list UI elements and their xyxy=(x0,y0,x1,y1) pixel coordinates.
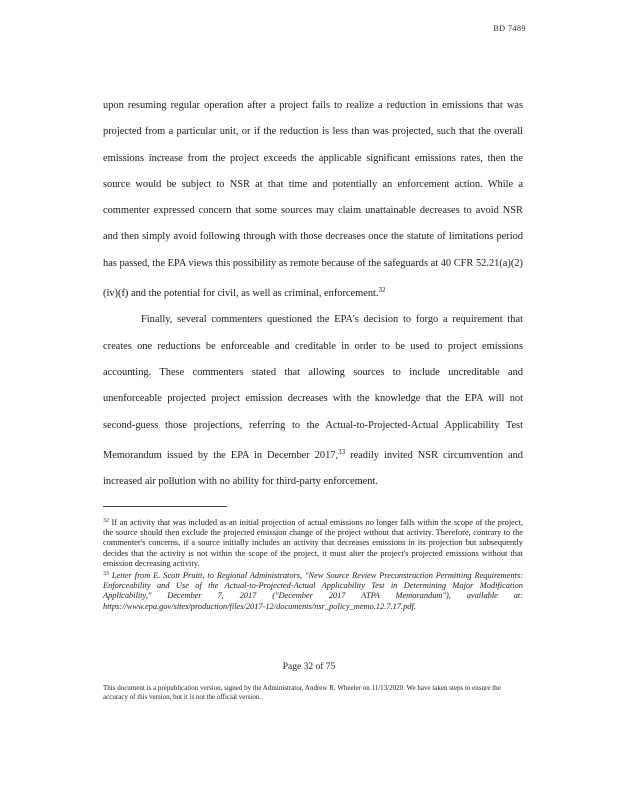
paragraph-2-text-a: Finally, several commenters questioned the EPA's decision to forgo a requirement that creates one reductions be enforceable and creditable in order to be used to project emissions accounting. These commenters stated that allowing sources to include uncreditable and unenforceable projected project emission decreases with the knowledge that the EPA will not second-guess those projections, referring to the Actual-to-Projected-Actual Applicability Test Memorandum issued by the EPA in December 2017, xyxy=(103,314,523,461)
paragraph-1-text: upon resuming regular operation after a project fails to realize a reduction in emissions that was projected from a particular unit, or if the reduction is less than was projected, such that the overall emissions increase from the project exceeds the applicable significant emissions rates, then the source would be subject to NSR at that time and potentially an enforcement action. While a commenter expressed concern that some sources may claim unattainable decreases to avoid NSR and then simply avoid following through with those decreases once the statute of limitations period has passed, the EPA views this possibility as remote because of the safeguards at 40 CFR 52.21(a)(2)(iv)(f) and the potential for civil, as well as criminal, enforcement. xyxy=(103,100,523,300)
footnote-33-text: Letter from E. Scott Pruitt, to Regional Administrators, "New Source Review Preconstruction Permitting Requirements: Enforceability and Use of the Actual-to-Projected-Actual Applicability Test in Determining Major Modification Applicability," December 7, 2017 ("December 2017 ATPA Memorandum"), available at: https://www.epa.gov/sites/production/files/2017-12/documents/nsr_policy_memo.12.7.17.pdf. xyxy=(103,571,524,611)
footnote-ref-33: 33 xyxy=(338,447,346,456)
paragraph-2-text-b: readily invited NSR circumvention and increased air pollution with no ability for third-party enforcement. xyxy=(103,449,523,488)
page-number: Page 32 of 75 xyxy=(282,662,336,672)
prepublication-notice: This document is a prepublication version, signed by the Administrator, Andrew R. Wheeler on 11/13/2020. We have taken steps to ensure the accuracy of this version, but it is not the official version. xyxy=(103,684,501,701)
footnote-33-number: 33 xyxy=(103,571,109,578)
document-id: BD 7489 xyxy=(493,24,526,33)
footnote-33 xyxy=(103,569,523,612)
footnotes xyxy=(103,516,523,612)
paragraph-1 xyxy=(103,93,523,307)
paragraph-2 xyxy=(103,307,523,495)
footnote-32-number: 32 xyxy=(103,518,109,524)
footnote-ref-32: 32 xyxy=(378,286,386,295)
footnote-32 xyxy=(103,516,523,569)
footnote-32-text: If an activity that was included as an initial projection of actual emissions no longer falls within the scope of the project, the source should then exclude the projected emission change of the project without that activity. Therefore, contrary to the commenter's concerns, if a source initially includes an activity that decreases emissions in its projection but subsequently decides that the activity is not within the scope of the project, it must alter the project's projected emissions without that emission decreasing activity. xyxy=(103,518,523,568)
body-text xyxy=(103,93,523,495)
footnote-divider xyxy=(103,506,227,507)
